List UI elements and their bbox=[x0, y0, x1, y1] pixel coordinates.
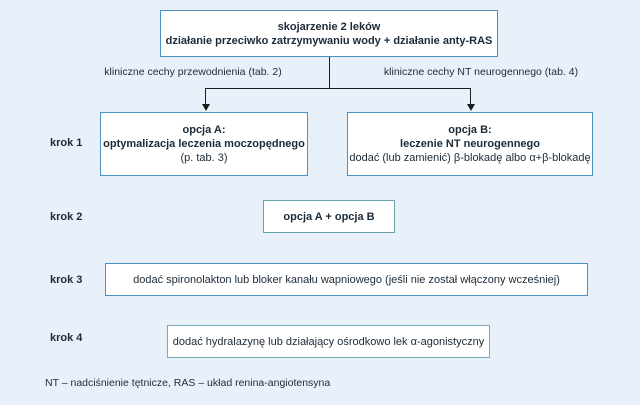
step3-box bbox=[105, 263, 588, 296]
option-b-title: opcja B: bbox=[448, 124, 492, 136]
connector-left-line bbox=[205, 88, 206, 105]
option-b-box bbox=[347, 112, 593, 176]
step4-box-text: dodać hydralazynę lub działający ośrodkowo lek α-agonistyczny bbox=[172, 335, 485, 348]
option-b-line3: dodać (lub zamienić) β-blokadę albo α+β-blokadę bbox=[349, 152, 591, 164]
step-label-3: krok 3 bbox=[50, 274, 83, 286]
option-b-line2: leczenie NT neurogennego bbox=[400, 138, 540, 150]
option-a-title: opcja A: bbox=[182, 124, 226, 136]
combination-box bbox=[160, 10, 498, 57]
connector-right-line bbox=[470, 88, 471, 105]
step-label-4: krok 4 bbox=[50, 332, 83, 344]
step-label-2: krok 2 bbox=[50, 211, 83, 223]
branch-label-left: kliniczne cechy przewodnienia (tab. 2) bbox=[104, 66, 282, 78]
branch-label-right: kliniczne cechy NT neurogennego (tab. 4) bbox=[383, 66, 579, 78]
footnote-abbreviations: NT – nadciśnienie tętnicze, RAS – układ renina-angiotensyna bbox=[45, 377, 331, 389]
step-label-1: krok 1 bbox=[50, 137, 83, 149]
arrow-down-right-icon bbox=[467, 104, 475, 111]
option-a-line3: (p. tab. 3) bbox=[180, 152, 228, 164]
connector-horizontal-line bbox=[205, 88, 471, 89]
option-a-box bbox=[100, 112, 308, 176]
step2-box bbox=[263, 200, 395, 233]
combination-line2: działanie przeciwko zatrzymywaniu wody + działanie anty-RAS bbox=[165, 34, 493, 47]
step4-box bbox=[167, 325, 490, 358]
connector-stem-line bbox=[329, 57, 330, 88]
step3-box-text: dodać spironolakton lub bloker kanału wapniowego (jeśli nie został włączony wcześniej) bbox=[133, 273, 560, 286]
option-a-line2: optymalizacja leczenia moczopędnego bbox=[103, 138, 305, 150]
combination-line1: skojarzenie 2 leków bbox=[277, 20, 381, 33]
arrow-down-left-icon bbox=[202, 104, 210, 111]
step2-box-text: opcja A + opcja B bbox=[283, 210, 375, 223]
